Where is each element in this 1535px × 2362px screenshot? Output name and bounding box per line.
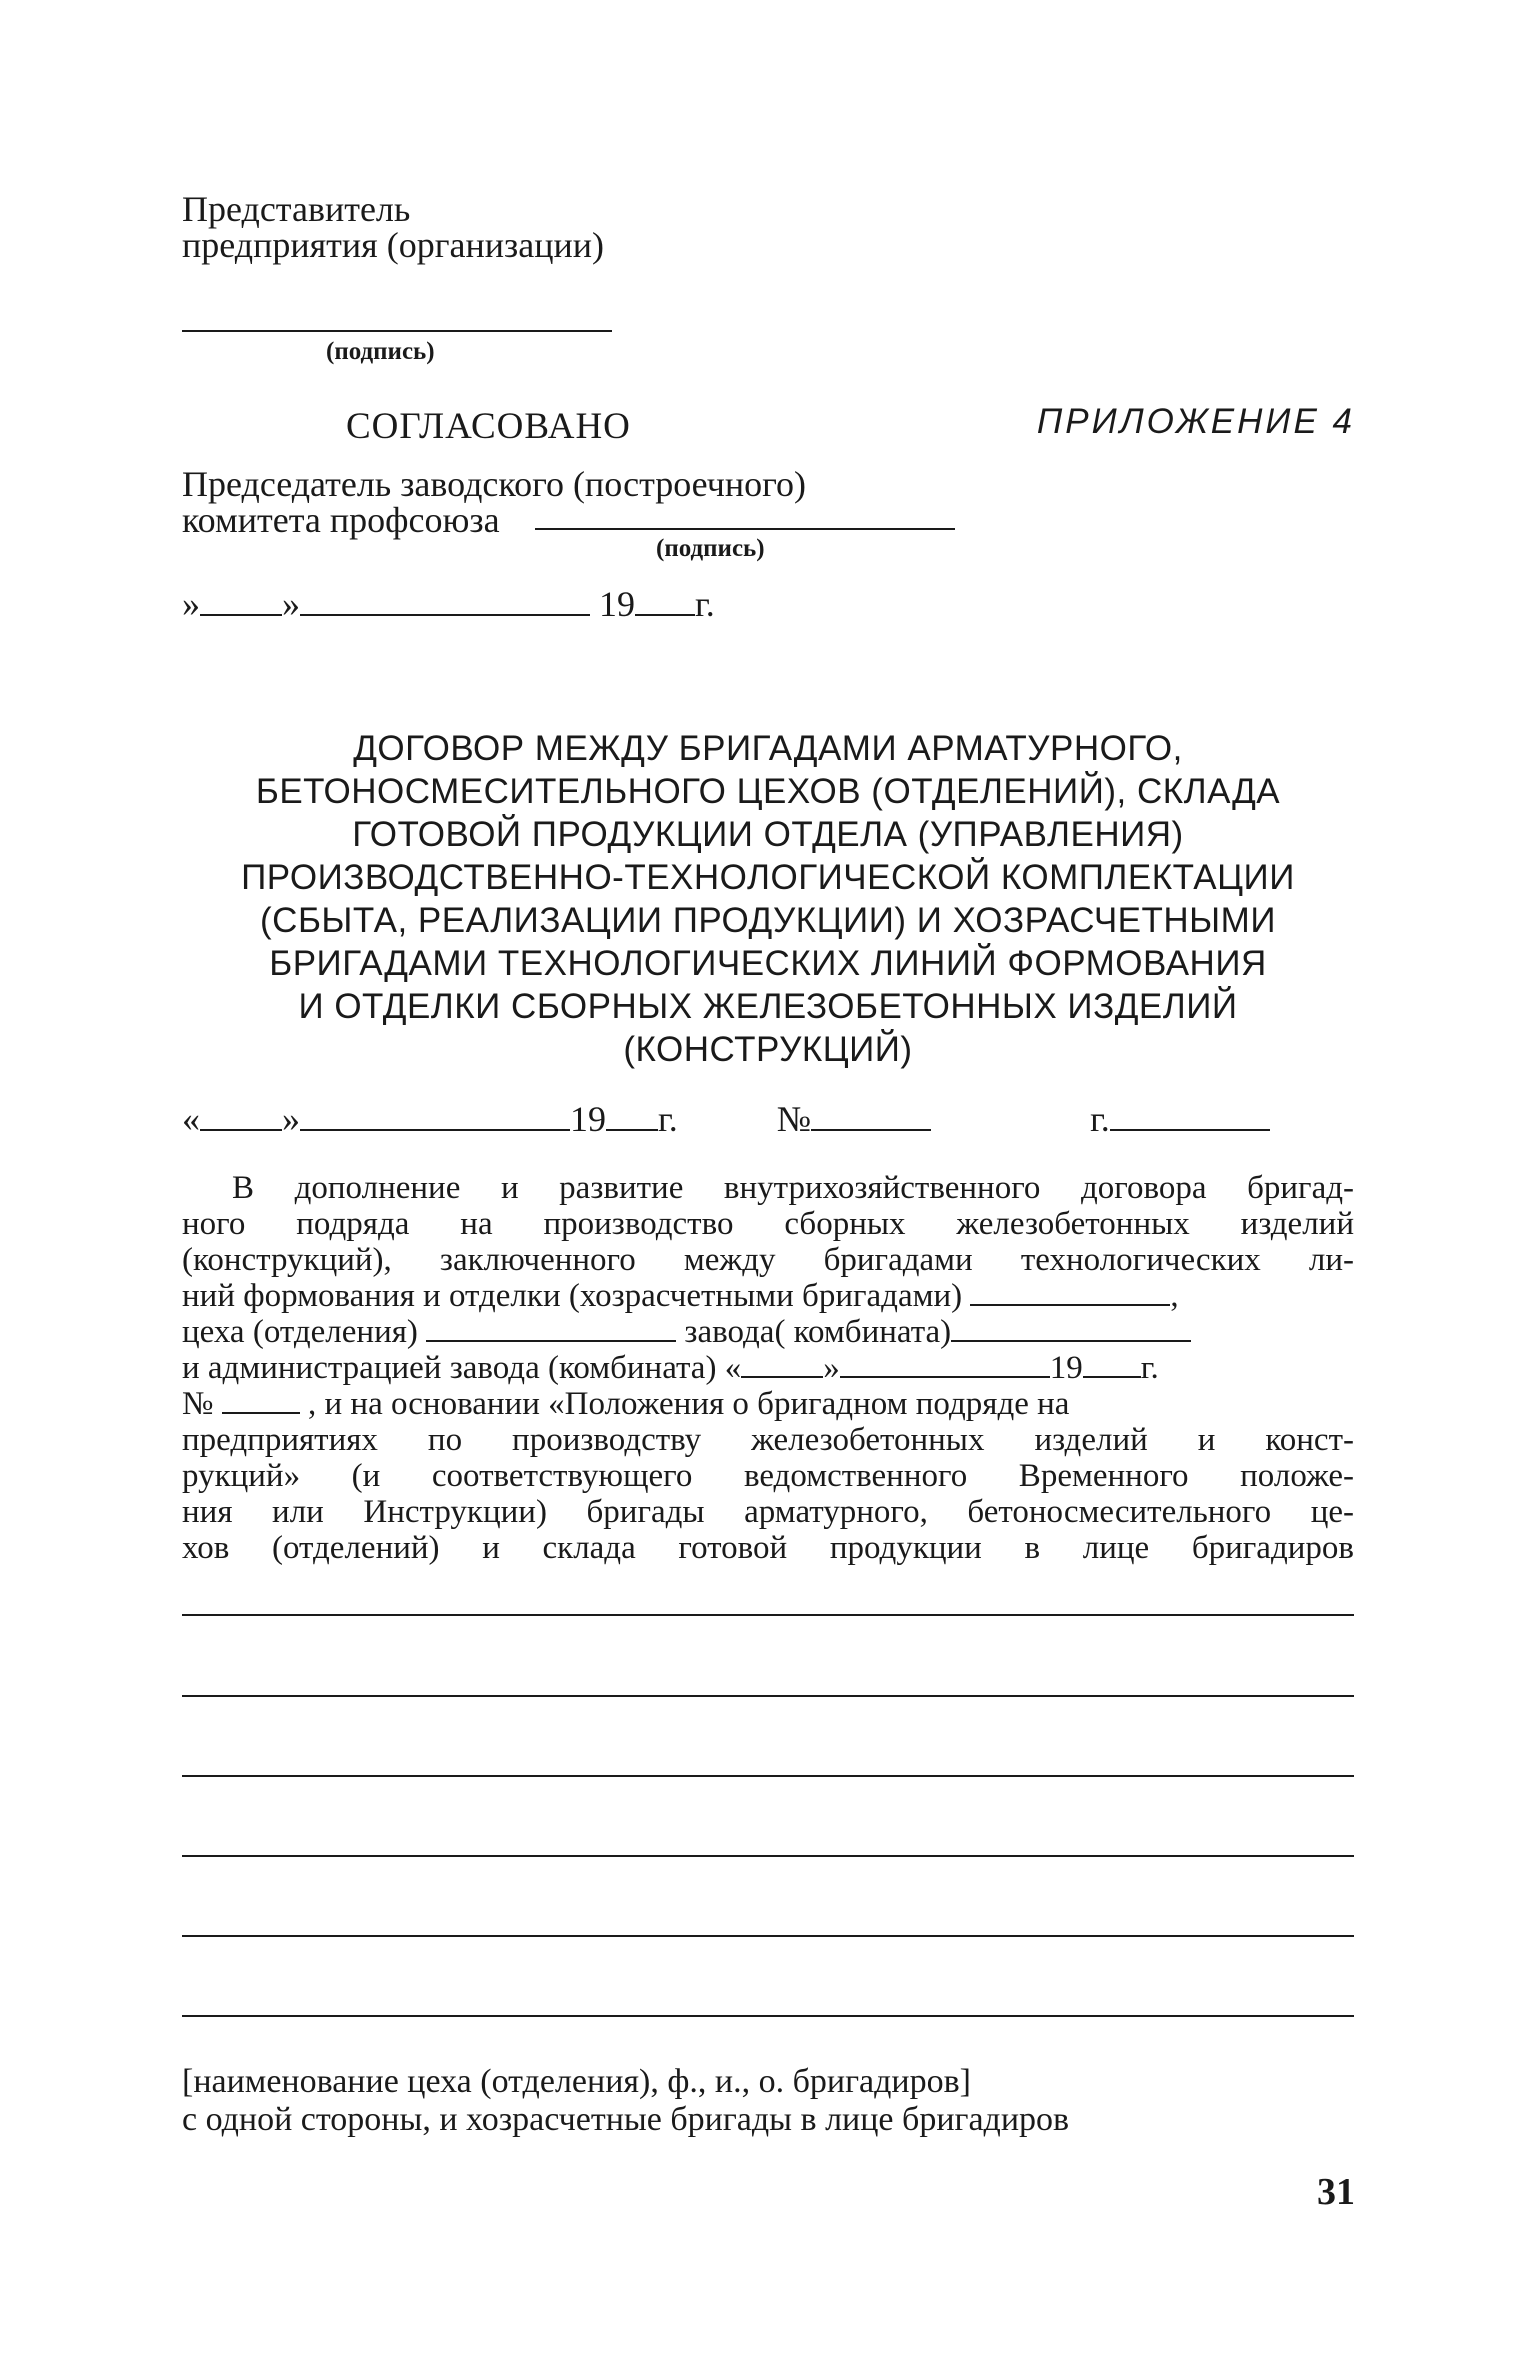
year-blank — [606, 1101, 658, 1131]
open-quote: « — [182, 1099, 200, 1139]
fill-line — [182, 1614, 1354, 1616]
approval-line-1: Председатель заводского (построечного) — [182, 464, 806, 504]
approval-signature-caption: (подпись) — [656, 535, 765, 562]
year-suffix: г. — [695, 584, 715, 624]
title-line: БРИГАДАМИ ТЕХНОЛОГИЧЕСКИХ ЛИНИЙ ФОРМОВАНИЯ — [269, 944, 1267, 983]
fill-line — [182, 1935, 1354, 1937]
body-text: 19 — [1049, 1350, 1083, 1386]
title-line: (КОНСТРУКЦИЙ) — [623, 1030, 913, 1069]
body-text: , и на основании «Положения о бригадном подряде на — [308, 1386, 1070, 1422]
representative-line-2: предприятия (организации) — [182, 225, 604, 265]
year-prefix: 19 — [570, 1099, 606, 1139]
plant-blank — [951, 1316, 1191, 1342]
number-blank — [811, 1101, 931, 1131]
fill-line — [182, 2015, 1354, 2017]
footer-continuation: с одной стороны, и хозрасчетные бригады в лице бригадиров — [182, 2101, 1070, 2138]
body-paragraph — [182, 1170, 1354, 1566]
signature-line — [182, 330, 612, 332]
title-line: ДОГОВОР МЕЖДУ БРИГАДАМИ АРМАТУРНОГО, — [353, 729, 1183, 768]
body-line: ного подряда на производство сборных железобетонных изделий — [182, 1206, 1354, 1242]
number-sign: № — [776, 1099, 812, 1139]
body-line: предприятиях по производству железобетонных изделий и конст- — [182, 1422, 1354, 1458]
page-number: 31 — [1317, 2171, 1355, 2213]
fill-line — [182, 1775, 1354, 1777]
body-line — [182, 1350, 1354, 1386]
footer-caption: [наименование цеха (отделения), ф., и., о. бригадиров] — [182, 2063, 971, 2100]
date-open-quote: » — [182, 584, 200, 624]
day-blank — [200, 586, 282, 616]
body-line: (конструкций), заключенного между бригадами технологических ли- — [182, 1242, 1354, 1278]
body-line: ний формования и отделки (хозрасчетными бригадами) , — [182, 1278, 1179, 1314]
body-text: завода( комбината) — [684, 1314, 952, 1350]
approval-signature-line — [535, 528, 955, 530]
approval-line-2: комитета профсоюза — [182, 500, 500, 540]
title-line: И ОТДЕЛКИ СБОРНЫХ ЖЕЛЕЗОБЕТОННЫХ ИЗДЕЛИЙ — [298, 987, 1238, 1026]
approval-date-line — [182, 585, 715, 623]
date-close-quote: » — [282, 584, 300, 624]
close-quote: » — [282, 1099, 300, 1139]
body-line: рукций» (и соответствующего ведомственного Временного положе- — [182, 1458, 1354, 1494]
title-line: ГОТОВОЙ ПРОДУКЦИИ ОТДЕЛА (УПРАВЛЕНИЯ) — [352, 815, 1184, 854]
month-blank — [840, 1352, 1050, 1378]
day-blank — [200, 1101, 282, 1131]
workshop-blank — [426, 1316, 676, 1342]
number-blank — [222, 1388, 300, 1414]
year-blank — [635, 586, 695, 616]
day-blank — [741, 1352, 823, 1378]
body-line — [182, 1386, 1354, 1422]
year-prefix: 19 — [599, 584, 635, 624]
title-line: ПРОИЗВОДСТВЕННО-ТЕХНОЛОГИЧЕСКОЙ КОМПЛЕКТАЦИИ — [241, 858, 1295, 897]
body-text: цеха (отделения) — [182, 1314, 418, 1350]
year-blank — [1083, 1352, 1141, 1378]
appendix-label: ПРИЛОЖЕНИЕ 4 — [1036, 402, 1355, 441]
signature-caption: (подпись) — [326, 338, 435, 365]
month-blank — [300, 586, 590, 616]
city-prefix: г. — [1090, 1099, 1110, 1139]
fill-line — [182, 1695, 1354, 1697]
body-line: ния или Инструкции) бригады арматурного, бетоносмесительного це- — [182, 1494, 1354, 1530]
body-line: хов (отделений) и склада готовой продукции в лице бригадиров — [182, 1530, 1354, 1566]
title-line: (СБЫТА, РЕАЛИЗАЦИИ ПРОДУКЦИИ) И ХОЗРАСЧЕТНЫМИ — [260, 901, 1276, 940]
representative-line-1: Представитель — [182, 189, 411, 229]
body-line — [182, 1314, 1354, 1350]
body-text: г. — [1140, 1350, 1159, 1386]
title-line: БЕТОНОСМЕСИТЕЛЬНОГО ЦЕХОВ (ОТДЕЛЕНИЙ), СКЛАДА — [255, 772, 1281, 811]
body-line: В дополнение и развитие внутрихозяйственного договора бригад- — [232, 1170, 1354, 1206]
contract-date-line — [182, 1100, 1354, 1138]
brigades-blank — [970, 1280, 1170, 1306]
body-text: и администрацией завода (комбината) « — [182, 1350, 742, 1386]
document-title — [182, 727, 1354, 1071]
city-blank — [1110, 1101, 1270, 1131]
year-suffix: г. — [658, 1099, 678, 1139]
body-text: ний формования и отделки (хозрасчетными бригадами) — [182, 1278, 963, 1314]
approval-title: СОГЛАСОВАНО — [346, 406, 631, 447]
body-text: № — [182, 1386, 214, 1422]
month-blank — [300, 1101, 570, 1131]
fill-line — [182, 1855, 1354, 1857]
body-text: » — [823, 1350, 840, 1386]
